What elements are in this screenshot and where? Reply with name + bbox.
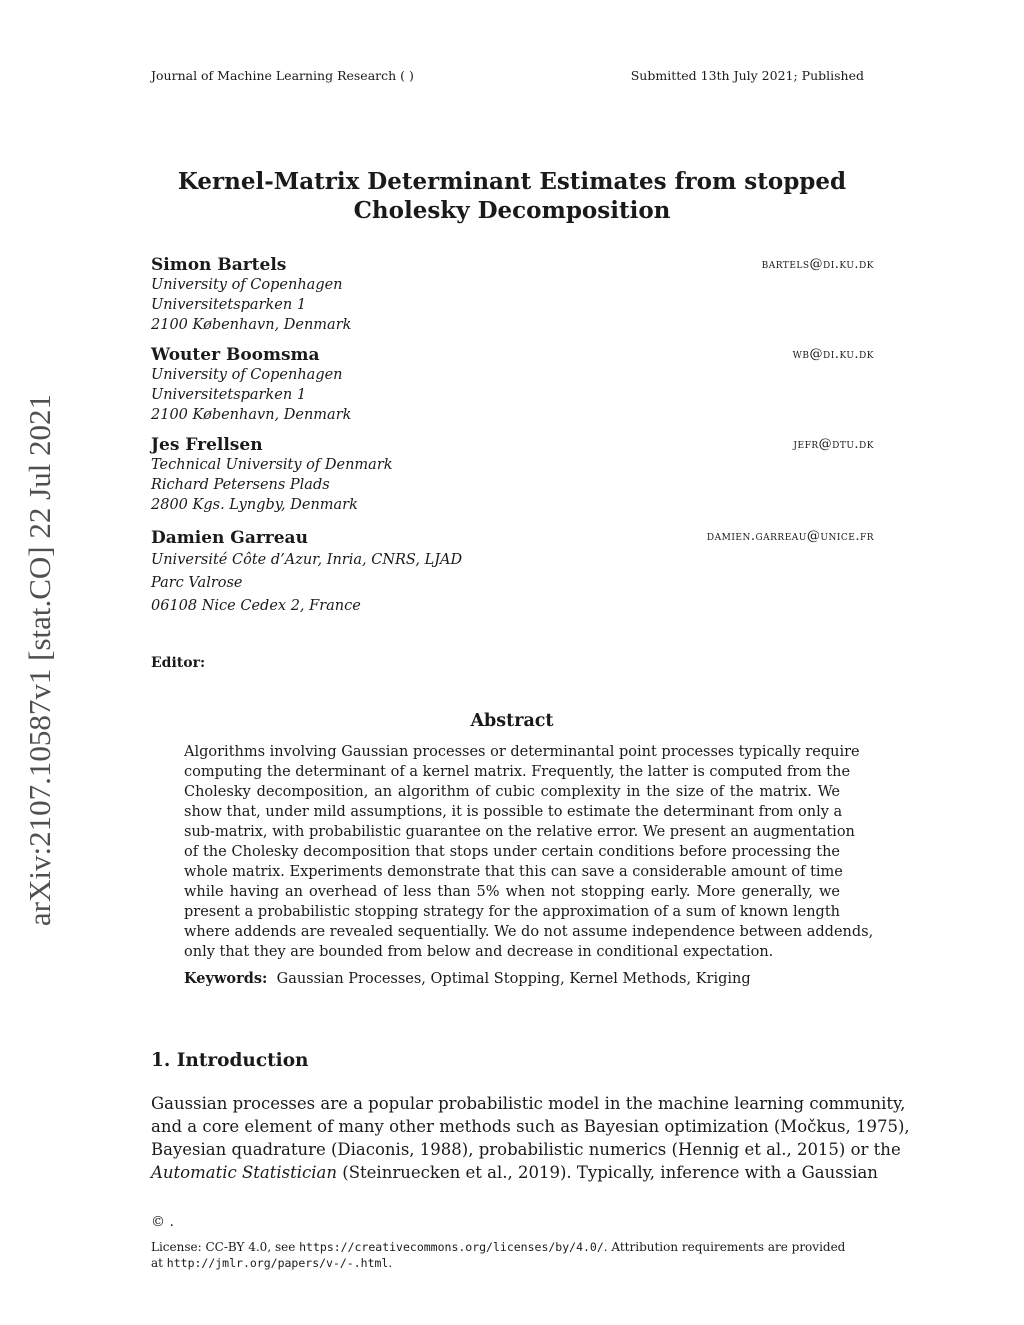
author-affiliation: Université Côte d’Azur, Inria, CNRS, LJAD xyxy=(151,552,463,568)
abstract-line: sub-matrix, with probabilistic guarantee on the relative error. We present an augmentation xyxy=(184,824,855,840)
abstract-line: of the Cholesky decomposition that stops under certain conditions before processing the xyxy=(184,844,840,860)
submission-info: Submitted 13th July 2021; Published xyxy=(630,68,864,83)
author-address: Parc Valrose xyxy=(151,575,243,591)
keywords xyxy=(184,969,840,989)
author-email: wb@di.ku.dk xyxy=(792,347,874,362)
author-affiliation: Technical University of Denmark xyxy=(151,457,393,473)
arxiv-stamp: arXiv:2107.10587v1 [stat.CO] 22 Jul 2021 xyxy=(22,393,57,927)
author-affiliation: University of Copenhagen xyxy=(151,277,343,293)
body-line: Gaussian processes are a popular probabilistic model in the machine learning community, xyxy=(151,1094,906,1113)
paper-link[interactable]: http://jmlr.org/papers/v-/-.html xyxy=(166,1256,389,1270)
keywords-label: Keywords: xyxy=(184,970,268,987)
abstract-line: present a probabilistic stopping strategy for the approximation of a sum of known length xyxy=(184,904,840,920)
license-suffix: . Attribution requirements are provided xyxy=(603,1240,846,1254)
section-heading: 1. Introduction xyxy=(151,1050,309,1071)
author-city: 2100 København, Denmark xyxy=(151,317,352,333)
license-link[interactable]: https://creativecommons.org/licenses/by/4.0/ xyxy=(299,1240,604,1254)
title-line-1: Kernel-Matrix Determinant Estimates from stopped xyxy=(177,168,847,195)
author-block xyxy=(151,527,874,618)
body-text: (Steinruecken et al., 2019). Typically, inference with a Gaussian xyxy=(337,1163,878,1182)
author-name: Damien Garreau xyxy=(151,528,308,548)
author-address: Universitetsparken 1 xyxy=(151,297,307,313)
abstract-line: where addends are revealed sequentially. We do not assume independence between addends, xyxy=(184,924,874,940)
author-city: 2100 København, Denmark xyxy=(151,407,352,423)
author-city: 06108 Nice Cedex 2, France xyxy=(151,598,361,614)
author-name: Simon Bartels xyxy=(151,255,287,275)
paper-title xyxy=(0,167,1024,225)
author-name: Wouter Boomsma xyxy=(151,345,320,365)
author-address: Richard Petersens Plads xyxy=(151,477,330,493)
journal-header: Journal of Machine Learning Research ( ) xyxy=(151,68,414,83)
author-email: jefr@dtu.dk xyxy=(793,437,874,452)
author-block xyxy=(151,255,874,335)
keywords-list: Gaussian Processes, Optimal Stopping, Kernel Methods, Kriging xyxy=(276,971,751,987)
editor-label: Editor: xyxy=(151,655,206,671)
at-prefix: at xyxy=(151,1256,167,1270)
abstract-line: whole matrix. Experiments demonstrate that this can save a considerable amount of time xyxy=(184,864,843,880)
title-line-2: Cholesky Decomposition xyxy=(353,197,671,224)
abstract-heading: Abstract xyxy=(470,711,554,731)
author-email: bartels@di.ku.dk xyxy=(761,257,874,272)
author-email: damien.garreau@unice.fr xyxy=(706,529,874,544)
at-suffix: . xyxy=(388,1256,393,1270)
body-line: Bayesian quadrature (Diaconis, 1988), probabilistic numerics (Hennig et al., 2015) or the xyxy=(151,1140,901,1159)
abstract-line: computing the determinant of a kernel matrix. Frequently, the latter is computed from the xyxy=(184,764,851,780)
abstract-line: while having an overhead of less than 5% when not stopping early. More generally, we xyxy=(184,884,840,900)
author-city: 2800 Kgs. Lyngby, Denmark xyxy=(151,497,358,513)
abstract-line: show that, under mild assumptions, it is possible to estimate the determinant from only a xyxy=(184,804,843,820)
body-line xyxy=(151,1161,878,1184)
license-line xyxy=(151,1239,845,1255)
abstract-line: Algorithms involving Gaussian processes or determinantal point processes typically require xyxy=(184,744,860,760)
license-line xyxy=(151,1255,392,1271)
copyright-notice: © . xyxy=(151,1214,174,1230)
author-block xyxy=(151,345,874,425)
abstract-line: Cholesky decomposition, an algorithm of cubic complexity in the size of the matrix. We xyxy=(184,784,840,800)
italic-term: Automatic Statistician xyxy=(151,1163,338,1182)
abstract-line: only that they are bounded from below and decrease in conditional expectation. xyxy=(184,944,774,960)
author-name: Jes Frellsen xyxy=(151,435,263,455)
license-prefix: License: CC-BY 4.0, see xyxy=(151,1240,300,1254)
author-block xyxy=(151,435,874,515)
author-affiliation: University of Copenhagen xyxy=(151,367,343,383)
author-address: Universitetsparken 1 xyxy=(151,387,307,403)
body-line: and a core element of many other methods such as Bayesian optimization (Močkus, 1975), xyxy=(151,1117,910,1136)
